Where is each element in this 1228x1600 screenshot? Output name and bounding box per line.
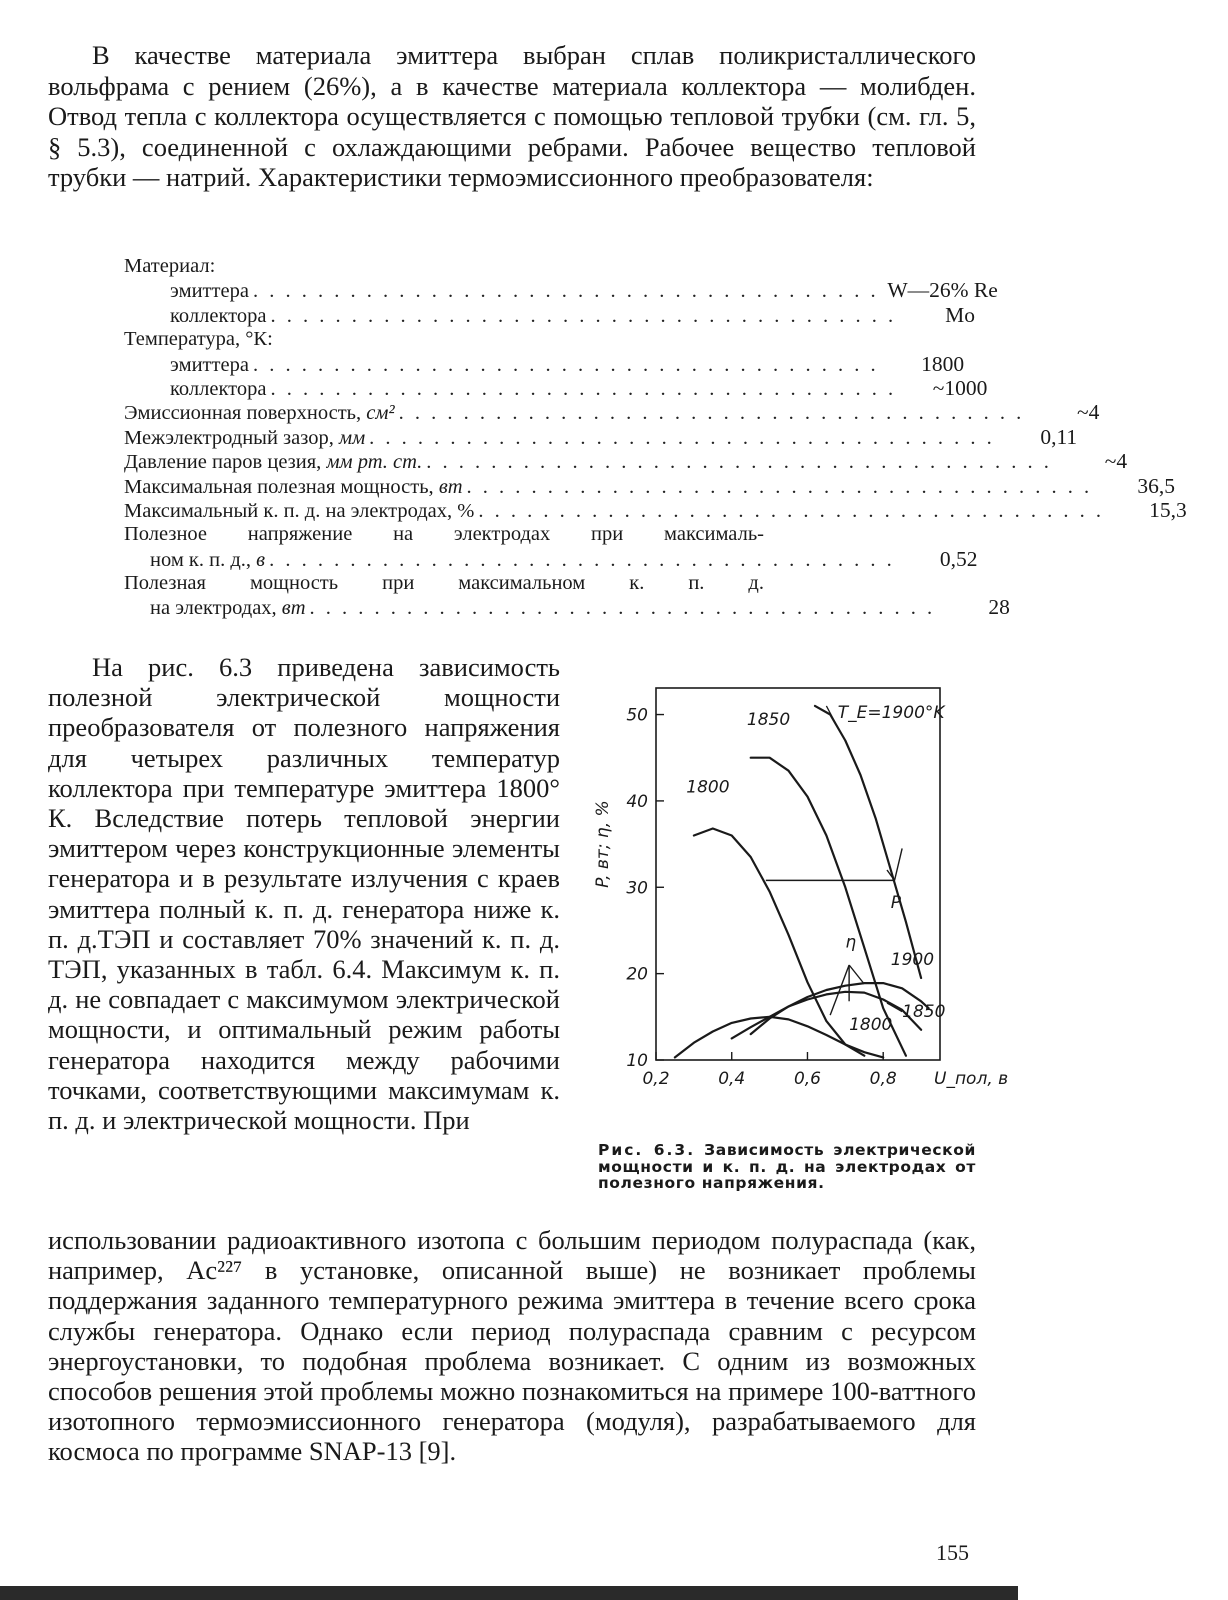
spec-label: Материал: [124, 255, 216, 277]
dot-leader: . . . . . . . . . . . . . . . . . . . . . . . . . . . . . . . . . . . . . . . [269, 548, 895, 571]
dot-leader: . . . . . . . . . . . . . . . . . . . . . . . . . . . . . . . . . . . . . . . [426, 451, 1052, 474]
spec-unit: мм рт. ст. [326, 451, 423, 474]
operating-point-line [830, 965, 849, 1015]
p-label: P [890, 893, 902, 913]
y-tick-label: 10 [626, 1051, 648, 1071]
spec-value: 36,5 [1137, 473, 1175, 498]
x-tick-label: 0,4 [718, 1069, 746, 1089]
y-tick-label: 50 [626, 705, 648, 726]
operating-point-line [849, 965, 864, 984]
spec-label: коллектора [170, 304, 267, 327]
x-tick-label: 0,8 [869, 1069, 897, 1089]
body-text-left: На рис. 6.3 приведена зависимость полезной электрической мощности преобразователя от полезного напряжения для четырех различных температур коллектора при температуре эмиттера 1800° К. Вследствие потерь тепловой энергии эмиттером через конструкционные элементы генератора и в результате излучения с краев эмиттера полный к. п. д. генератора ниже к. п. д.ТЭП и составляет 70% значений к. п. д. ТЭП, указанных в табл. 6.4. Максимум к. п. д. не совпадает с максимумом электрической мощности, и оптимальный режим работы генератора находится между рабочими точками, соответствующими максимумам к. п. д. и электрической мощности. При [48, 652, 560, 1136]
spec-label: Максимальный к. п. д. на электродах, % [124, 499, 475, 522]
eta-label: η [845, 932, 857, 953]
scan-edge-bar [0, 1586, 1018, 1600]
spec-row-max-power [124, 473, 1175, 498]
spec-label-text: Максимальная полезная мощность, [124, 475, 434, 498]
caption-label: Рис. 6.3. [598, 1141, 696, 1159]
spec-label [124, 548, 265, 572]
dot-leader: . . . . . . . . . . . . . . . . . . . . . . . . . . . . . . . . . . . . . . . [369, 426, 995, 449]
series-label-eta-1900: 1900 [890, 950, 935, 970]
spec-value: W—26% Re [887, 278, 998, 303]
spec-label [124, 475, 463, 499]
y-axis-label: P, вт; η, % [593, 800, 613, 888]
x-axis-label: U_пол, в [934, 1069, 1009, 1089]
spec-row-emitter-material [124, 278, 998, 303]
intro-text: В качестве материала эмиттера выбран сплав поликристаллического вольфрама с рением (26%), а в качестве материала коллектора — молибден. Отвод тепла с коллектора осуществляется с помощью тепловой трубки (см. гл. 5, § 5.3), соединенной с охлаждающими ребрами. Рабочее вещество тепловой трубки — натрий. Характеристики термоэмиссионного преобразователя: [48, 40, 976, 192]
spec-value: 15,3 [1149, 497, 1187, 522]
series-label-eta-1850: 1850 [902, 1001, 946, 1022]
series-line-P-1900 [815, 706, 921, 978]
plot-frame [656, 688, 940, 1060]
spec-value: 28 [988, 595, 1010, 620]
page-number: 155 [936, 1540, 969, 1565]
power-efficiency-chart [580, 688, 1009, 1138]
spec-unit: мм [338, 426, 366, 449]
dot-leader: . . . . . . . . . . . . . . . . . . . . . . . . . . . . . . . . . . . . . . . [398, 402, 1025, 425]
series-line-eta-1850 [732, 992, 921, 1039]
spec-row-max-eff [124, 497, 1187, 522]
spec-unit: вт [281, 597, 306, 620]
spec-label: эмиттера [170, 353, 249, 376]
spec-row-gap [124, 424, 1078, 449]
spec-row-collector-material [124, 302, 975, 327]
spec-unit: см² [366, 402, 395, 425]
spec-label [124, 596, 306, 620]
body-text-bottom: использовании радиоактивного изотопа с большим периодом полураспада (как, например, Ac²²⁷ в установке, описанной выше) не возникает проблемы поддержания заданного температурного режима эмиттера в течение всего срока службы генератора. Однако если период полураспада сравним с ресурсом энергоустановки, то подобная проблема возникает. С одним из возможных способов решения этой проблемы можно познакомиться на примере 100-ваттного изотопного термоэмиссионного генератора (модуля), разрабатываемого для космоса по программе SNAP-13 [9]. [48, 1225, 976, 1467]
series-line-P-1800 [694, 829, 864, 1056]
chart-frame [656, 688, 940, 1060]
te-label: T_E=1900°K [837, 703, 945, 723]
figure-caption [598, 1142, 976, 1192]
eta-1850-leader [887, 1003, 902, 1012]
y-tick-label: 30 [626, 878, 648, 899]
spec-row-power-line1 [124, 571, 896, 595]
spec-row-temp-collector [124, 375, 988, 400]
body-paragraph-bottom [48, 1225, 976, 1467]
spec-value: 1800 [921, 351, 965, 376]
dot-leader: . . . . . . . . . . . . . . . . . . . . . . . . . . . . . . . . . . . . . . . [466, 475, 1093, 498]
spec-label [124, 450, 422, 474]
spec-label-text: Межэлектродный зазор, [124, 426, 334, 449]
spec-label-text: Давление паров цезия, [124, 451, 322, 474]
spec-row-voltage-line1 [124, 522, 896, 546]
spec-row-surface [124, 400, 1100, 425]
intro-paragraph [48, 40, 976, 193]
spec-value: ~4 [1077, 400, 1100, 425]
body-paragraph-left [48, 652, 560, 1135]
y-tick-label: 40 [626, 791, 648, 812]
spec-value: ~4 [1104, 449, 1128, 474]
dot-leader: . . . . . . . . . . . . . . . . . . . . . . . . . . . . . . . . . . . . . . . [270, 304, 897, 327]
spec-unit: в [256, 548, 266, 571]
spec-label-text: ном к. п. д., [150, 548, 252, 571]
y-tick-label: 20 [626, 964, 648, 985]
spec-label-text: Эмиссионная поверхность, [124, 402, 362, 425]
spec-label: Полезная мощность при максимальном к. п. д. [124, 572, 764, 595]
dot-leader: . . . . . . . . . . . . . . . . . . . . . . . . . . . . . . . . . . . . . . . [270, 377, 897, 400]
spec-unit: вт [438, 475, 463, 498]
x-tick-label: 0,6 [793, 1069, 821, 1089]
spec-label: эмиттера [170, 280, 249, 303]
series-line-P-1850 [751, 758, 906, 1056]
spec-label [124, 426, 365, 450]
dot-leader: . . . . . . . . . . . . . . . . . . . . . . . . . . . . . . . . . . . . . . . [309, 597, 936, 620]
series-label-p-1850: 1850 [746, 709, 791, 730]
spec-row-material-head [124, 254, 896, 278]
spec-label: коллектора [170, 377, 267, 400]
x-tick-label: 0,2 [642, 1069, 670, 1089]
caption-text: Зависимость электрической мощности и к. п. д. на электродах от полезного напряжения. [598, 1141, 976, 1192]
spec-row-temperature-head [124, 327, 896, 351]
spec-label-text: на электродах, [150, 597, 277, 620]
spec-table [124, 254, 1187, 620]
spec-value: Mo [945, 302, 975, 327]
dot-leader: . . . . . . . . . . . . . . . . . . . . . . . . . . . . . . . . . . . . . . . [252, 280, 879, 303]
spec-label: Полезное напряжение на электродах при максималь- [124, 523, 764, 546]
series-label-p-1800: 1800 [686, 777, 730, 798]
dot-leader: . . . . . . . . . . . . . . . . . . . . . . . . . . . . . . . . . . . . . . . [478, 499, 1104, 522]
series-label-eta-1800: 1800 [849, 1014, 893, 1035]
spec-value: 0,11 [1040, 424, 1078, 449]
spec-row-power-line2 [124, 595, 1010, 620]
spec-row-temp-emitter [124, 351, 965, 376]
spec-row-pressure [124, 449, 1128, 474]
figure-6-3 [580, 688, 1009, 1138]
operating-point-line [895, 848, 903, 880]
dot-leader: . . . . . . . . . . . . . . . . . . . . . . . . . . . . . . . . . . . . . . . [252, 353, 879, 376]
spec-value: ~1000 [932, 375, 988, 400]
spec-label: Температура, °К: [124, 328, 273, 351]
spec-value: 0,52 [939, 546, 978, 571]
te-leader [826, 706, 837, 728]
spec-label [124, 401, 395, 425]
spec-row-voltage-line2 [124, 546, 978, 571]
